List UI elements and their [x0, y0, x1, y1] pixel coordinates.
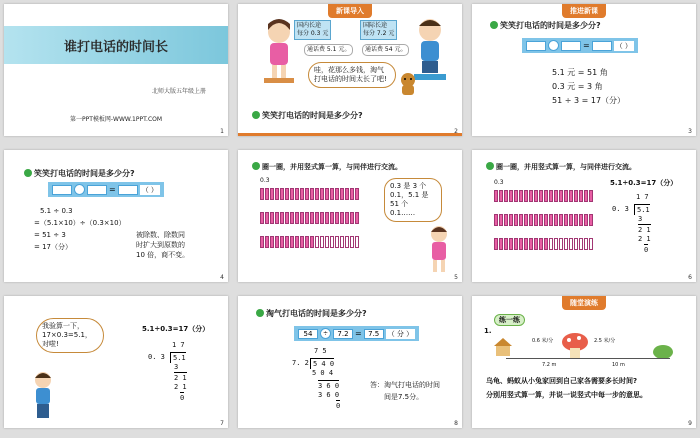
- long-division-step: 3: [638, 215, 643, 223]
- question-label: 笑笑打电话的时间是多少分?: [262, 111, 363, 120]
- bubble-line: 我验算一下，: [42, 322, 84, 330]
- bullet-icon: [256, 309, 264, 317]
- bubble-line: 17×0.3=5.1，: [42, 331, 92, 339]
- bullet-icon: [486, 162, 494, 170]
- unit-label: （ ）: [141, 185, 158, 194]
- footer-text: 第一PPT模板网-WWW.1PPT.COM: [69, 116, 163, 123]
- bullet-icon: [252, 162, 260, 170]
- question-text: [252, 110, 363, 121]
- slide-number: 1: [220, 128, 224, 135]
- unit-label: （ 分 ）: [387, 329, 414, 338]
- slide-7-thumbnail[interactable]: [4, 296, 228, 428]
- question-line: 乌龟、蚂蚁从小兔家回到自己家各需要多长时间?: [486, 377, 638, 385]
- speed-label: 0.6 米/分: [532, 338, 554, 344]
- equals-sign: =: [583, 41, 590, 50]
- boy-illustration: [28, 370, 58, 422]
- note-line: 时扩大到原数的: [136, 241, 185, 249]
- blank-box: [52, 185, 72, 195]
- slide-number: 4: [220, 274, 224, 281]
- slide-title: 谁打电话的时间长: [63, 40, 168, 55]
- section-banner: 随堂演练: [562, 296, 606, 310]
- calc-line: = 17（分）: [34, 243, 72, 251]
- question-label: 笑笑打电话的时间是多少分?: [34, 169, 135, 178]
- long-division-step: 3: [174, 363, 179, 371]
- blank-box: [87, 185, 107, 195]
- quotient-box: 7.5: [364, 329, 384, 339]
- slide-number: 5: [454, 274, 458, 281]
- tenths-bar: [494, 214, 593, 226]
- instruction-label: 圈一圈，并用竖式算一算，与同伴进行交流。: [496, 163, 636, 171]
- calc-line: 5.1 元 = 51 角: [552, 68, 608, 77]
- equation-template: [48, 182, 164, 197]
- tag-line: 每分 0.3 元: [297, 30, 329, 37]
- slide-3-thumbnail[interactable]: [472, 4, 696, 136]
- footer-rule: [238, 133, 462, 136]
- bubble-line: 0.1，5.1 是: [390, 191, 429, 199]
- operator-circle: [74, 184, 85, 195]
- bullet-icon: [24, 169, 32, 177]
- girl-on-phone-illustration: [260, 18, 298, 84]
- slide-subtitle: 北师大版五年级上册: [151, 88, 206, 95]
- tenths-bar: [494, 190, 593, 202]
- unit-label: （ ）: [615, 41, 632, 50]
- long-division-quotient: 7 5: [314, 347, 327, 355]
- question-label: 淘气打电话的时间是多少分?: [266, 309, 367, 318]
- calc-line: 0.3 元 = 3 角: [552, 82, 603, 91]
- blank-box: [118, 185, 138, 195]
- long-division-remainder: 0: [336, 402, 341, 410]
- long-division-dividend: 5.1: [634, 204, 650, 215]
- grid-label: 0.3: [260, 177, 270, 184]
- slide-9-thumbnail[interactable]: [472, 296, 696, 428]
- instruction-label: 圈一圈，并用竖式算一算，与同伴进行交流。: [262, 163, 402, 171]
- distance-label: 10 m: [612, 362, 625, 368]
- price-tag-domestic: [294, 20, 331, 40]
- equation-filled: [294, 326, 419, 341]
- rabbit-house-illustration: [560, 330, 590, 360]
- grid-label: 0.3: [494, 179, 504, 186]
- tag-line: 国内长途: [297, 22, 322, 29]
- blank-box: [592, 41, 612, 51]
- fee-label-intl: 通话费 54 元。: [362, 44, 409, 56]
- item-number: 1.: [484, 327, 492, 335]
- slide-number: 8: [454, 420, 458, 427]
- answer-line: 间是7.5分。: [384, 393, 424, 401]
- section-banner: 推进新课: [562, 4, 606, 18]
- section-banner: 新课导入: [328, 4, 372, 18]
- long-division-step: 2 1: [638, 235, 651, 243]
- slide-number: 6: [688, 274, 692, 281]
- tenths-bar: [260, 212, 359, 224]
- long-division-quotient: 1 7: [172, 341, 185, 349]
- equation-text: 5.1÷0.3=17（分）: [142, 325, 210, 333]
- calc-line: = 51 ÷ 3: [34, 231, 66, 239]
- equation-text: 5.1÷0.3=17（分）: [610, 179, 678, 187]
- long-division-step: 3 6 0: [318, 382, 340, 390]
- slide-2-thumbnail[interactable]: [238, 4, 462, 136]
- calc-line: =（5.1×10）÷（0.3×10）: [34, 219, 126, 227]
- slide-1-thumbnail[interactable]: [4, 4, 228, 136]
- long-division-dividend: 5.1: [170, 352, 186, 363]
- price-tag-intl: [360, 20, 397, 40]
- speech-bubble: 哇，花那么多钱，淘气打电话的时间太长了吧!: [308, 62, 396, 88]
- long-division-divisor: 0. 3: [148, 353, 165, 361]
- slide-number: 2: [454, 128, 458, 135]
- long-division-step: 5 0 4: [312, 369, 334, 377]
- bubble-line: 0.3 是 3 个: [390, 182, 427, 190]
- fee-label-domestic: 通话费 5.1 元。: [304, 44, 353, 56]
- girl-illustration: [424, 224, 454, 274]
- bubble-line: 0.1……: [390, 209, 416, 217]
- ant-house-illustration: [652, 338, 674, 360]
- slide-5-thumbnail[interactable]: [238, 150, 462, 282]
- tenths-bar: [494, 238, 593, 250]
- bullet-icon: [490, 21, 498, 29]
- tenths-bar: [260, 236, 359, 248]
- divisor-box: 7.2: [333, 329, 353, 339]
- equals-sign: =: [355, 329, 362, 338]
- answer-line: 答：淘气打电话的时间: [370, 381, 440, 389]
- long-division-remainder: 0: [644, 246, 649, 254]
- question-text: [24, 168, 135, 179]
- long-division-quotient: 1 7: [636, 193, 649, 201]
- operator-circle: ÷: [320, 328, 331, 339]
- question-text: [256, 308, 367, 319]
- question-text: [490, 20, 601, 31]
- practice-tag: 练一练: [494, 314, 525, 326]
- slide-number: 7: [220, 420, 224, 427]
- blank-box: [526, 41, 546, 51]
- bullet-icon: [252, 111, 260, 119]
- speed-label: 2.5 米/分: [594, 338, 616, 344]
- long-division-step: 3 6 0: [318, 391, 340, 399]
- note-line: 10 倍，商不变。: [136, 251, 190, 259]
- long-division-remainder: 0: [180, 394, 185, 402]
- long-division-divisor: 7. 2: [292, 359, 309, 367]
- equals-sign: =: [109, 185, 116, 194]
- tag-line: 国际长途: [363, 22, 388, 29]
- distance-label: 7.2 m: [542, 362, 557, 368]
- tortoise-house-illustration: [492, 336, 514, 358]
- question-line: 分别用竖式算一算，并说一说竖式中每一步的意思。: [486, 391, 647, 399]
- slide-number: 9: [688, 420, 692, 427]
- note-line: 被除数、除数同: [136, 231, 185, 239]
- long-division-step: 2 1: [174, 374, 187, 382]
- question-label: 笑笑打电话的时间是多少分?: [500, 21, 601, 30]
- equation-template: [522, 38, 638, 53]
- slide-8-thumbnail[interactable]: [238, 296, 462, 428]
- tenths-bar: [260, 188, 359, 200]
- speech-bubble: [36, 318, 104, 353]
- dividend-box: 54: [298, 329, 318, 339]
- slide-6-thumbnail[interactable]: [472, 150, 696, 282]
- instruction-text: [486, 162, 636, 172]
- slide-4-thumbnail[interactable]: [4, 150, 228, 282]
- long-division-dividend: 5 4 0: [310, 358, 334, 369]
- dog-illustration: [394, 70, 422, 98]
- slide-number: 3: [688, 128, 692, 135]
- long-division-divisor: 0. 3: [612, 205, 629, 213]
- path-line: [506, 358, 670, 359]
- calc-line: 5.1 ÷ 0.3: [40, 207, 73, 215]
- speech-bubble: [384, 178, 442, 222]
- tag-line: 每分 7.2 元: [363, 30, 395, 37]
- bubble-line: 对啦!: [42, 340, 59, 348]
- instruction-text: [252, 162, 402, 172]
- long-division-step: 2 1: [638, 226, 651, 234]
- calc-line: 51 ÷ 3 = 17（分）: [552, 96, 626, 105]
- bubble-line: 51 个: [390, 200, 409, 208]
- blank-box: [561, 41, 581, 51]
- long-division-step: 2 1: [174, 383, 187, 391]
- operator-circle: [548, 40, 559, 51]
